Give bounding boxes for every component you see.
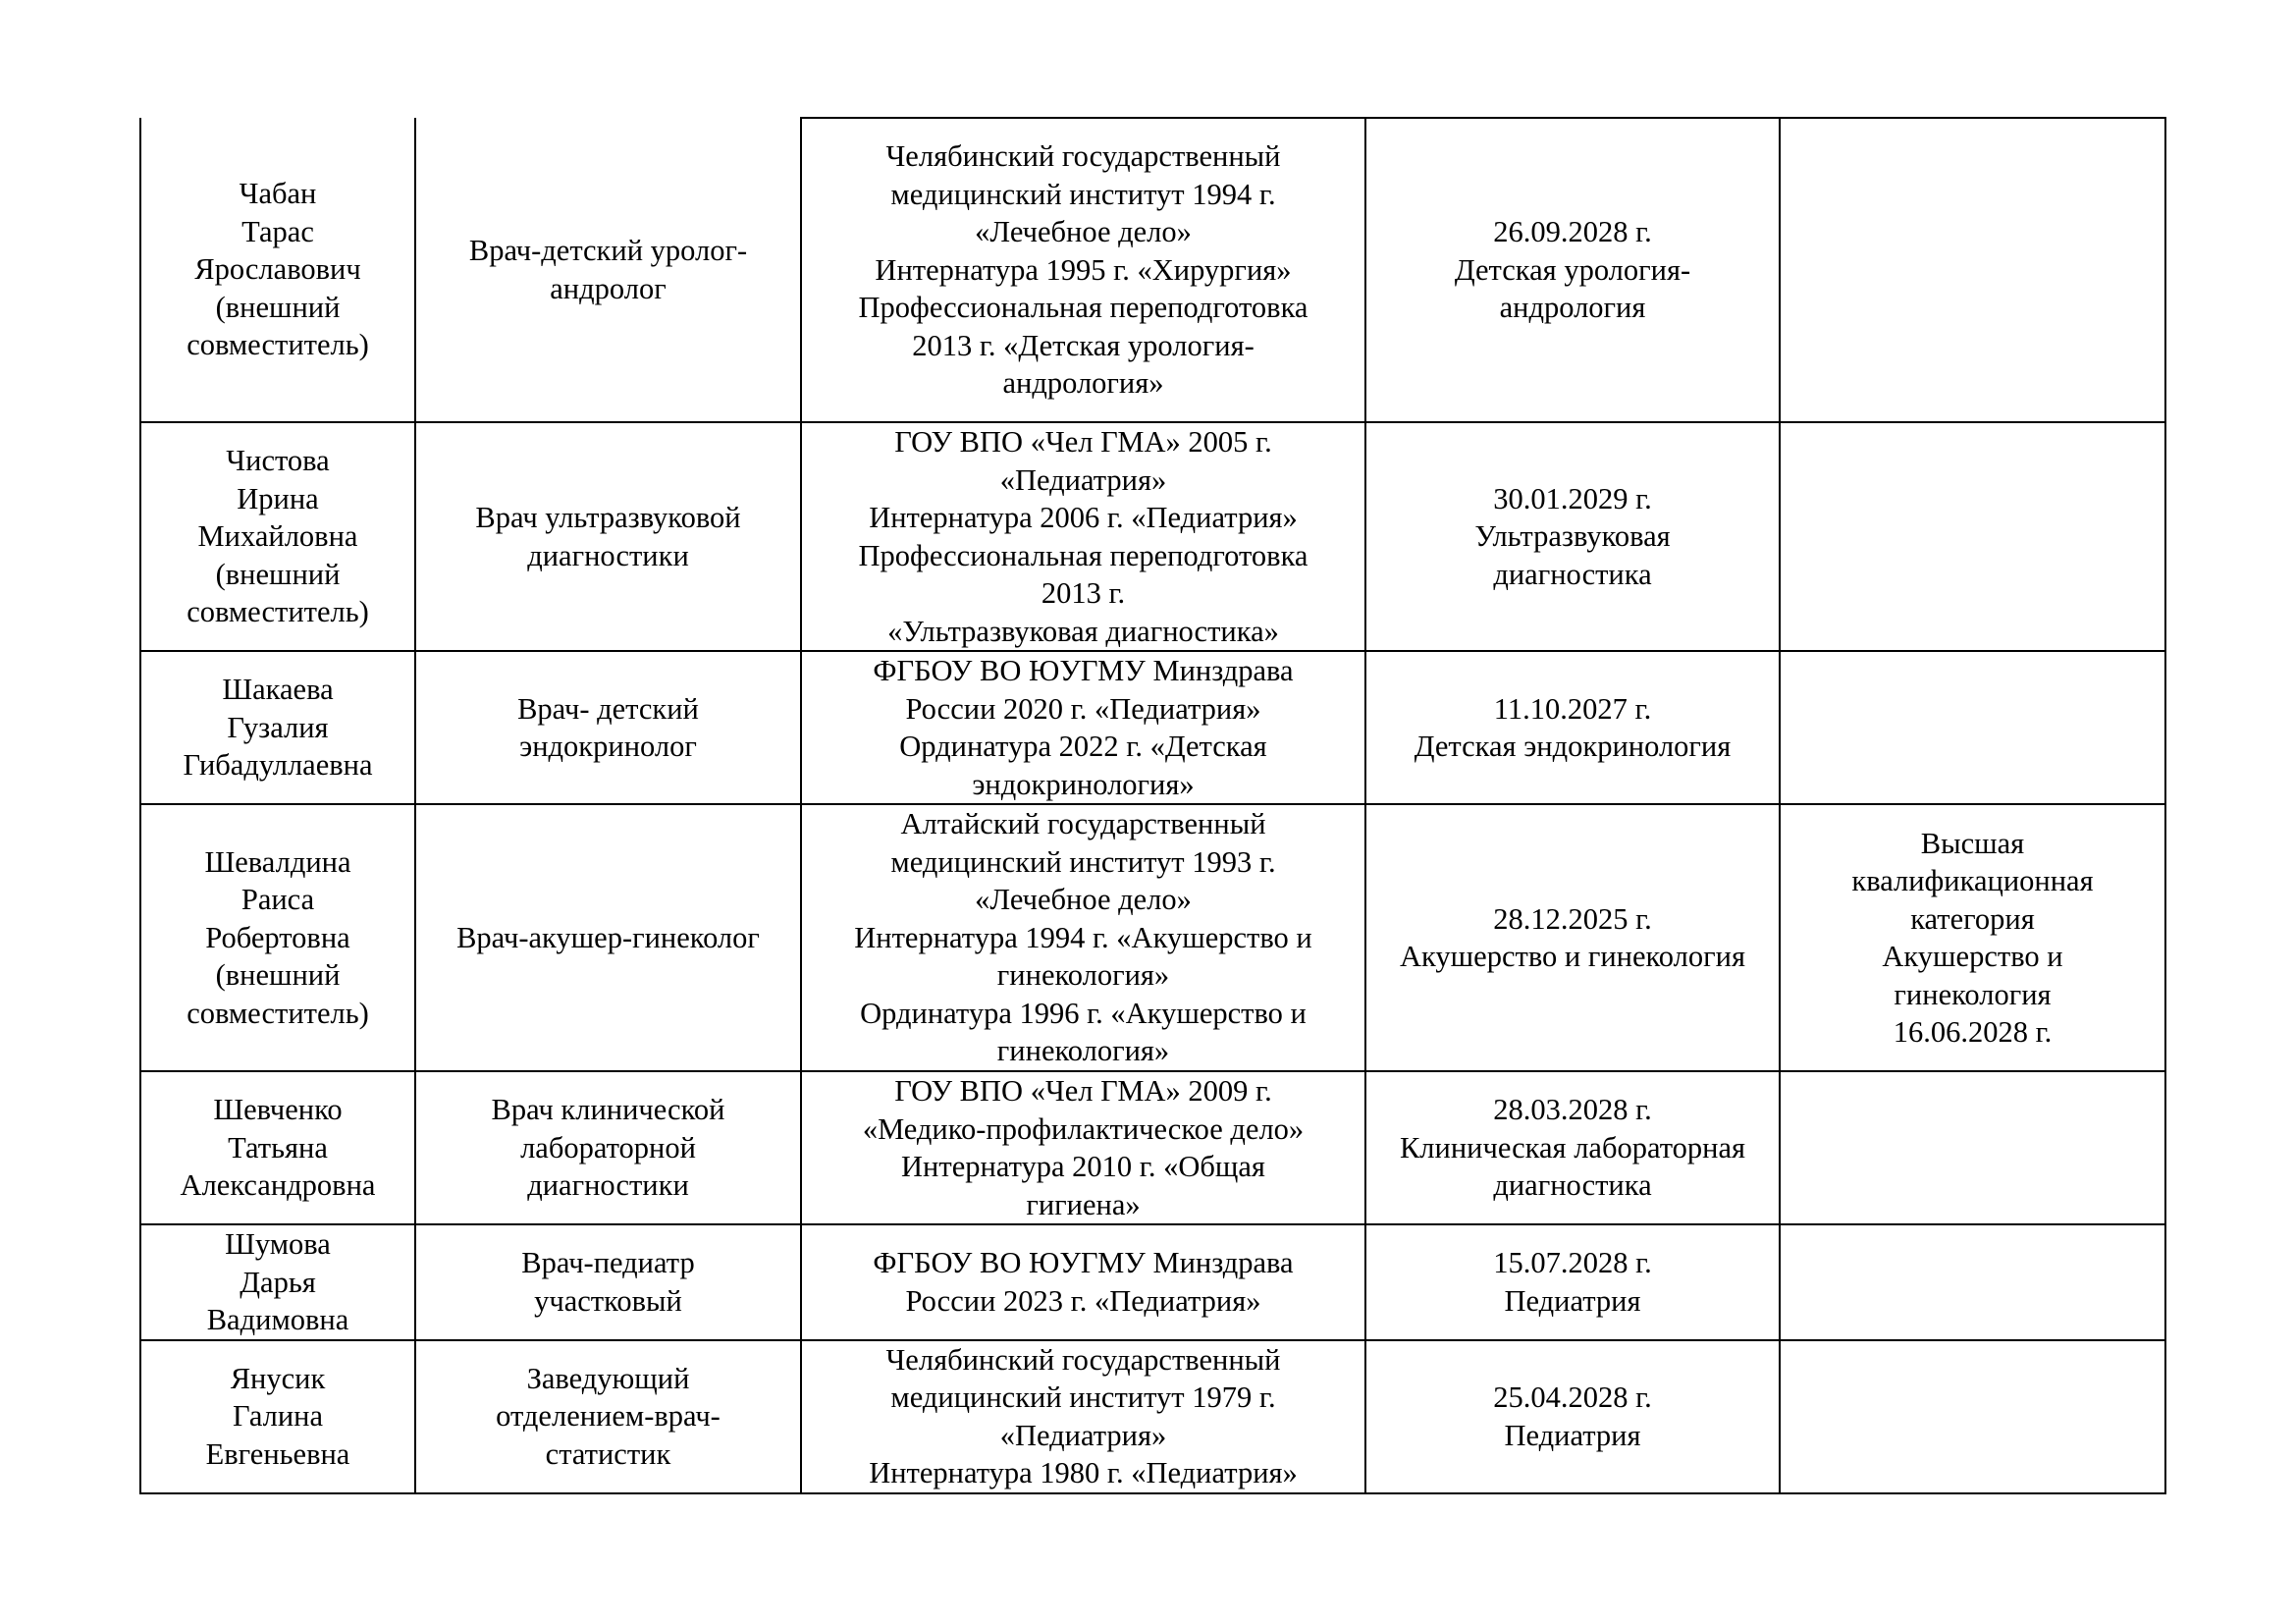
cell-text-line: гигиена» [1026,1187,1141,1221]
cell-text-line: Раиса [240,883,315,917]
cell-text-line: совместитель) [187,996,369,1030]
cell-text-line: Ярославович [194,252,361,287]
cell-text-line: гинекология [1894,977,2052,1011]
cell-text-line: Детская урология- [1454,252,1691,287]
cell-text-line: гинекология» [996,1034,1170,1068]
staff-name-cell [140,804,415,1071]
cell-text-line: категория [1910,901,2035,936]
cell-text-line: медицинский институт 1993 г. [890,844,1276,879]
cell-text-line: Чабан [239,177,317,211]
cell-text-line: диагностики [527,538,689,572]
staff-position-cell [415,1340,801,1493]
staff-education-cell [801,118,1365,422]
cell-text-line: отделением-врач- [496,1399,721,1434]
cell-text-line: Ординатура 2022 г. «Детская [899,730,1267,763]
cell-text-line: Евгеньевна [205,1436,350,1471]
cell-text-line: медицинский институт 1994 г. [890,177,1276,211]
staff-certificate-cell [1365,1340,1780,1493]
staff-category-cell [1780,1340,2165,1493]
cell-text-line: Александровна [180,1168,376,1203]
cell-text-line: Вадимовна [206,1303,349,1336]
staff-category-cell [1780,1071,2165,1224]
staff-position-cell [415,1071,801,1224]
cell-text-line: эндокринолог [519,730,697,763]
cell-text-line: Татьяна [228,1130,328,1164]
staff-position-cell [415,422,801,651]
cell-text-line: ГОУ ВПО «Чел ГМА» 2005 г. [894,425,1272,459]
cell-text-line: андрология [1499,291,1646,325]
cell-text-line: Профессиональная переподготовка [858,538,1308,572]
staff-certificate-cell [1365,804,1780,1071]
cell-text-line: Клиническая лабораторная [1399,1130,1746,1164]
cell-text-line: лабораторной [520,1130,696,1164]
staff-name-cell [140,1224,415,1340]
cell-text-line: Чистова [226,444,330,478]
cell-text-line: «Ультразвуковая диагностика» [887,614,1279,648]
cell-text-line: Дарья [240,1265,316,1299]
cell-text-line: Интернатура 2010 г. «Общая [901,1150,1265,1183]
cell-text-line: Ординатура 1996 г. «Акушерство и [860,996,1307,1030]
cell-text-line: Гибадуллаевна [183,748,373,783]
staff-name-cell [140,422,415,651]
cell-text-line: Интернатура 1980 г. «Педиатрия» [869,1456,1298,1489]
cell-text-line: Галина [232,1399,324,1434]
cell-text-line: Акушерство и гинекология [1400,940,1745,973]
staff-position-cell [415,651,801,804]
table-row [140,1071,2165,1224]
cell-text-line: Врач ультразвуковой [475,501,741,534]
staff-position-cell [415,118,801,422]
cell-text-line: 28.12.2025 г. [1493,901,1652,936]
cell-text-line: 28.03.2028 г. [1493,1093,1652,1127]
cell-text-line: Врач-детский уролог- [468,234,748,267]
staff-position-cell [415,1224,801,1340]
table-row [140,651,2165,804]
cell-text-line: Акушерство и [1882,940,2063,973]
staff-education-cell [801,1224,1365,1340]
staff-education-cell [801,651,1365,804]
cell-text-line: Янусик [230,1361,326,1395]
cell-text-line: андролог [550,271,667,305]
staff-table [139,117,2166,1494]
cell-text-line: России 2023 г. «Педиатрия» [905,1283,1261,1318]
cell-text-line: (внешний [215,557,341,591]
cell-text-line: Шумова [225,1227,331,1261]
staff-category-cell [1780,1224,2165,1340]
cell-text-line: Алтайский государственный [900,807,1266,841]
cell-text-line: Ирина [237,481,319,515]
cell-text-line: совместитель) [187,328,369,362]
cell-text-line: 15.07.2028 г. [1493,1246,1652,1280]
staff-name-cell [140,651,415,804]
staff-category-cell [1780,422,2165,651]
cell-text-line: Педиатрия [1504,1283,1641,1318]
cell-text-line: Врач-акушер-гинеколог [456,920,760,954]
cell-text-line: квалификационная [1851,864,2094,897]
cell-text-line: Гузалия [227,710,329,744]
cell-text-line: андрология» [1002,366,1164,401]
cell-text-line: участковый [534,1283,682,1318]
staff-category-cell [1780,118,2165,422]
cell-text-line: 2013 г. «Детская урология- [912,328,1255,362]
cell-text-line: Шакаева [222,673,334,707]
cell-text-line: Интернатура 2006 г. «Педиатрия» [869,501,1298,534]
cell-text-line: 26.09.2028 г. [1493,215,1652,249]
cell-text-line: диагностика [1493,1168,1652,1203]
cell-text-line: статистик [545,1436,671,1471]
staff-education-cell [801,422,1365,651]
staff-category-cell [1780,804,2165,1071]
table-row [140,118,2165,422]
staff-certificate-cell [1365,118,1780,422]
table-row [140,804,2165,1071]
cell-text-line: Детская эндокринология [1414,730,1732,763]
cell-text-line: Интернатура 1994 г. «Акушерство и [854,920,1312,954]
staff-certificate-cell [1365,422,1780,651]
staff-category-cell [1780,651,2165,804]
staff-name-cell [140,118,415,422]
cell-text-line: Врач-педиатр [521,1246,695,1280]
cell-text-line: диагностика [1493,557,1652,591]
cell-text-line: 2013 г. [1041,576,1126,610]
cell-text-line: «Педиатрия» [999,1418,1167,1452]
staff-education-cell [801,804,1365,1071]
cell-text-line: 30.01.2029 г. [1493,481,1652,515]
cell-text-line: 11.10.2027 г. [1493,691,1652,726]
cell-text-line: Заведующий [526,1361,690,1395]
cell-text-line: Педиатрия [1504,1418,1641,1452]
cell-text-line: «Лечебное дело» [975,883,1192,917]
cell-text-line: эндокринология» [972,767,1195,801]
table-row [140,1224,2165,1340]
cell-text-line: 16.06.2028 г. [1893,1015,2053,1049]
cell-text-line: (внешний [215,290,341,324]
cell-text-line: совместитель) [187,595,369,629]
staff-position-cell [415,804,801,1071]
cell-text-line: ФГБОУ ВО ЮУГМУ Минздрава [873,654,1294,687]
cell-text-line: медицинский институт 1979 г. [890,1380,1276,1414]
cell-text-line: «Педиатрия» [999,462,1167,497]
cell-text-line: гинекология» [996,958,1170,993]
cell-text-line: Профессиональная переподготовка [858,291,1308,325]
staff-name-cell [140,1340,415,1493]
staff-table-body [140,118,2165,1493]
cell-text-line: Высшая [1920,826,2025,860]
cell-text-line: Челябинский государственный [885,1342,1281,1377]
cell-text-line: (внешний [215,958,341,993]
cell-text-line: Интернатура 1995 г. «Хирургия» [875,252,1292,287]
table-row [140,1340,2165,1493]
cell-text-line: Михайловна [197,519,358,554]
cell-text-line: Тарас [241,214,314,248]
staff-certificate-cell [1365,1071,1780,1224]
staff-education-cell [801,1340,1365,1493]
staff-certificate-cell [1365,1224,1780,1340]
table-row [140,422,2165,651]
staff-name-cell [140,1071,415,1224]
cell-text-line: диагностики [527,1168,689,1203]
cell-text-line: Ультразвуковая [1474,519,1671,554]
cell-text-line: ГОУ ВПО «Чел ГМА» 2009 г. [894,1074,1272,1108]
staff-table-page [139,117,2164,1494]
cell-text-line: «Медико-профилактическое дело» [862,1111,1305,1146]
cell-text-line: ФГБОУ ВО ЮУГМУ Минздрава [873,1246,1294,1280]
cell-text-line: 25.04.2028 г. [1493,1380,1652,1414]
cell-text-line: Шевченко [213,1093,343,1127]
staff-certificate-cell [1365,651,1780,804]
cell-text-line: Робертовна [205,920,350,954]
staff-education-cell [801,1071,1365,1224]
cell-text-line: Челябинский государственный [885,139,1281,174]
cell-text-line: Врач- детский [517,691,699,726]
cell-text-line: «Лечебное дело» [975,215,1192,249]
cell-text-line: Шевалдина [204,844,351,879]
cell-text-line: России 2020 г. «Педиатрия» [905,691,1261,726]
cell-text-line: Врач клинической [491,1093,725,1127]
